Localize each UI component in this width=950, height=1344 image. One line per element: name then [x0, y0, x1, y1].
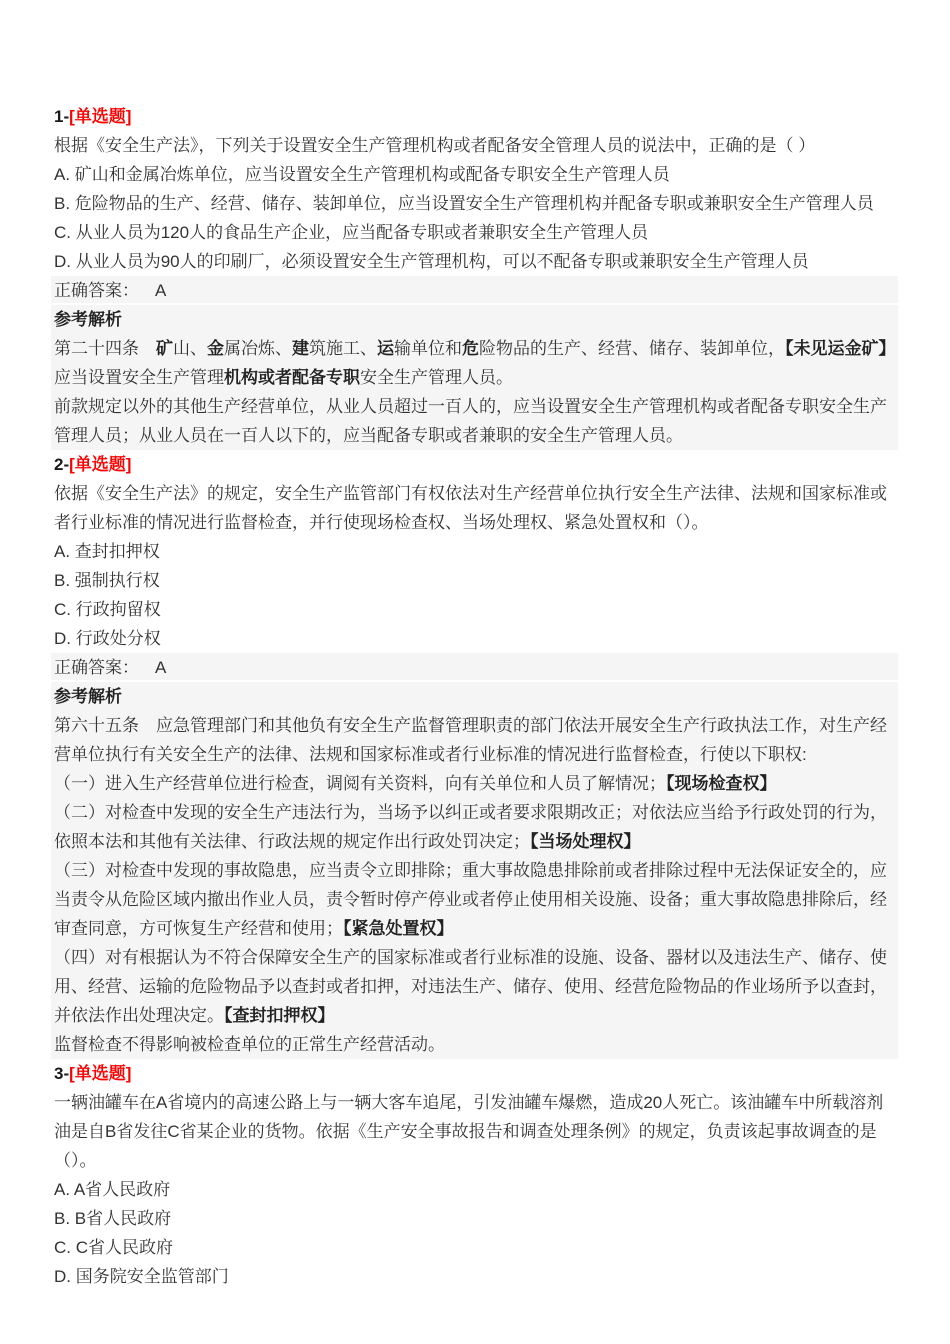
option: A. 矿山和金属冶炼单位，应当设置安全生产管理机构或配备专职安全生产管理人员: [54, 165, 670, 184]
text-segment: 前款规定以外的其他生产经营单位，从业人员超过一百人的，应当设置安全生产管理机构或者配备专职安全生产管理人员；从业人员在一百人以下的，应当配备专职或者兼职的安全生产管理人员。: [54, 397, 887, 445]
option: A. 查封扣押权: [54, 542, 160, 561]
question-number: 2-: [54, 455, 70, 474]
option: C. C省人民政府: [54, 1238, 173, 1257]
question-header: [51, 102, 898, 131]
option: D. 行政处分权: [54, 629, 161, 648]
analysis-paragraph: [51, 392, 898, 450]
text-segment: 筑施工、: [309, 339, 377, 358]
answer-label: 正确答案：: [54, 658, 139, 677]
text-segment: 险物品的生产、经营、储存、装卸单位，: [479, 339, 785, 358]
option: B. 危险物品的生产、经营、储存、装卸单位，应当设置安全生产管理机构并配备专职或兼职安全生产管理人员: [54, 194, 874, 213]
text-segment: 输单位和: [394, 339, 462, 358]
text-segment: 【查封扣押权】: [224, 1006, 335, 1025]
text-segment: 【未见运金矿】: [785, 339, 896, 358]
text-segment: 属冶炼、: [224, 339, 292, 358]
analysis-paragraph: [51, 856, 898, 943]
text-segment: 一辆油罐车在A省境内的高速公路上与一辆大客车追尾，引发油罐车爆燃，造成20人死亡。该油罐车中所载溶剂油是自B省发往C省某企业的货物。依据《生产安全事故报告和调查处理条例》的规定，负责该起事故调查的是（）。: [54, 1093, 884, 1170]
text-segment: 第二十四条: [54, 339, 156, 358]
text-segment: 金: [207, 339, 224, 358]
text-segment: 危: [462, 339, 479, 358]
analysis-paragraph: [51, 769, 898, 798]
answer-value: A: [155, 281, 167, 300]
option-list: [51, 1175, 898, 1291]
text-segment: 运: [377, 339, 394, 358]
option: A. A省人民政府: [54, 1180, 171, 1199]
question-number: 1-: [54, 107, 70, 126]
question-header: [51, 450, 898, 479]
option: C. 从业人员为120人的食品生产企业，应当配备专职或者兼职安全生产管理人员: [54, 223, 649, 242]
analysis-title: 参考解析: [54, 687, 122, 706]
analysis-paragraph: [51, 334, 898, 392]
text-segment: 安全生产管理人员。: [360, 368, 513, 387]
option: C. 行政拘留权: [54, 600, 161, 619]
question-block: [51, 102, 898, 450]
answer-value: A: [155, 658, 167, 677]
question-number: 3-: [54, 1064, 70, 1083]
text-segment: （二）对检查中发现的安全生产违法行为，当场予以纠正或者要求限期改正；对依法应当给予行政处罚的行为，依照本法和其他有关法律、行政法规的规定作出行政处罚决定；: [54, 803, 887, 851]
question-text: [51, 479, 898, 537]
text-segment: 机构或者配备专职: [224, 368, 360, 387]
text-segment: 根据《安全生产法》，下列关于设置安全生产管理机构或者配备安全管理人员的说法中，正确的是（ ）: [54, 136, 816, 155]
analysis-title: 参考解析: [54, 310, 122, 329]
text-segment: 建: [292, 339, 309, 358]
option-list: [51, 160, 898, 276]
text-segment: （四）对有根据认为不符合保障安全生产的国家标准或者行业标准的设施、设备、器材以及违法生产、储存、使用、经营、运输的危险物品予以查封或者扣押，对违法生产、储存、使用、经营危险物品的作业场所予以查封，并依法作出处理决定。: [54, 948, 887, 1025]
question-block: [51, 1059, 898, 1291]
question-type-tag: [单选题]: [69, 1064, 132, 1083]
answer-row: [51, 276, 898, 305]
question-type-tag: [单选题]: [69, 455, 132, 474]
question-text: [51, 1088, 898, 1175]
text-segment: 【当场处理权】: [530, 832, 641, 851]
option: D. 从业人员为90人的印刷厂，必须设置安全生产管理机构，可以不配备专职或兼职安全生产管理人员: [54, 252, 809, 271]
answer-label: 正确答案：: [54, 281, 139, 300]
question-header: [51, 1059, 898, 1088]
question-type-tag: [单选题]: [69, 107, 132, 126]
text-segment: （三）对检查中发现的事故隐患，应当责令立即排除；重大事故隐患排除前或者排除过程中无法保证安全的，应当责令从危险区域内撤出作业人员，责令暂时停产停业或者停止使用相关设施、设备；重大事故隐患排除后，经审查同意，方可恢复生产经营和使用；: [54, 861, 887, 938]
text-segment: 【现场检查权】: [666, 774, 777, 793]
text-segment: 依据《安全生产法》的规定，安全生产监管部门有权依法对生产经营单位执行安全生产法律、法规和国家标准或者行业标准的情况进行监督检查，并行使现场检查权、当场处理权、紧急处置权和（）。: [54, 484, 887, 532]
text-segment: 山、: [173, 339, 207, 358]
text-segment: 应当设置安全生产管理: [54, 368, 224, 387]
analysis-paragraph: [51, 1030, 898, 1059]
analysis-paragraph: [51, 711, 898, 769]
answer-row: [51, 653, 898, 682]
text-segment: 【紧急处置权】: [343, 919, 454, 938]
question-list: [51, 102, 898, 1291]
question-block: [51, 450, 898, 1059]
analysis-paragraphs: [51, 711, 898, 1059]
analysis-paragraph: [51, 943, 898, 1030]
text-segment: 第六十五条 应急管理部门和其他负有安全生产监督管理职责的部门依法开展安全生产行政执法工作，对生产经营单位执行有关安全生产的法律、法规和国家标准或者行业标准的情况进行监督检查，行使以下职权:: [54, 716, 887, 764]
question-text: [51, 131, 898, 160]
analysis-block: [51, 682, 898, 1059]
option: B. B省人民政府: [54, 1209, 172, 1228]
option: B. 强制执行权: [54, 571, 160, 590]
text-segment: 监督检查不得影响被检查单位的正常生产经营活动。: [54, 1035, 445, 1054]
analysis-paragraph: [51, 798, 898, 856]
text-segment: （一）进入生产经营单位进行检查，调阅有关资料，向有关单位和人员了解情况；: [54, 774, 666, 793]
option-list: [51, 537, 898, 653]
analysis-paragraphs: [51, 334, 898, 450]
text-segment: 矿: [156, 339, 173, 358]
analysis-block: [51, 305, 898, 450]
option: D. 国务院安全监管部门: [54, 1267, 229, 1286]
